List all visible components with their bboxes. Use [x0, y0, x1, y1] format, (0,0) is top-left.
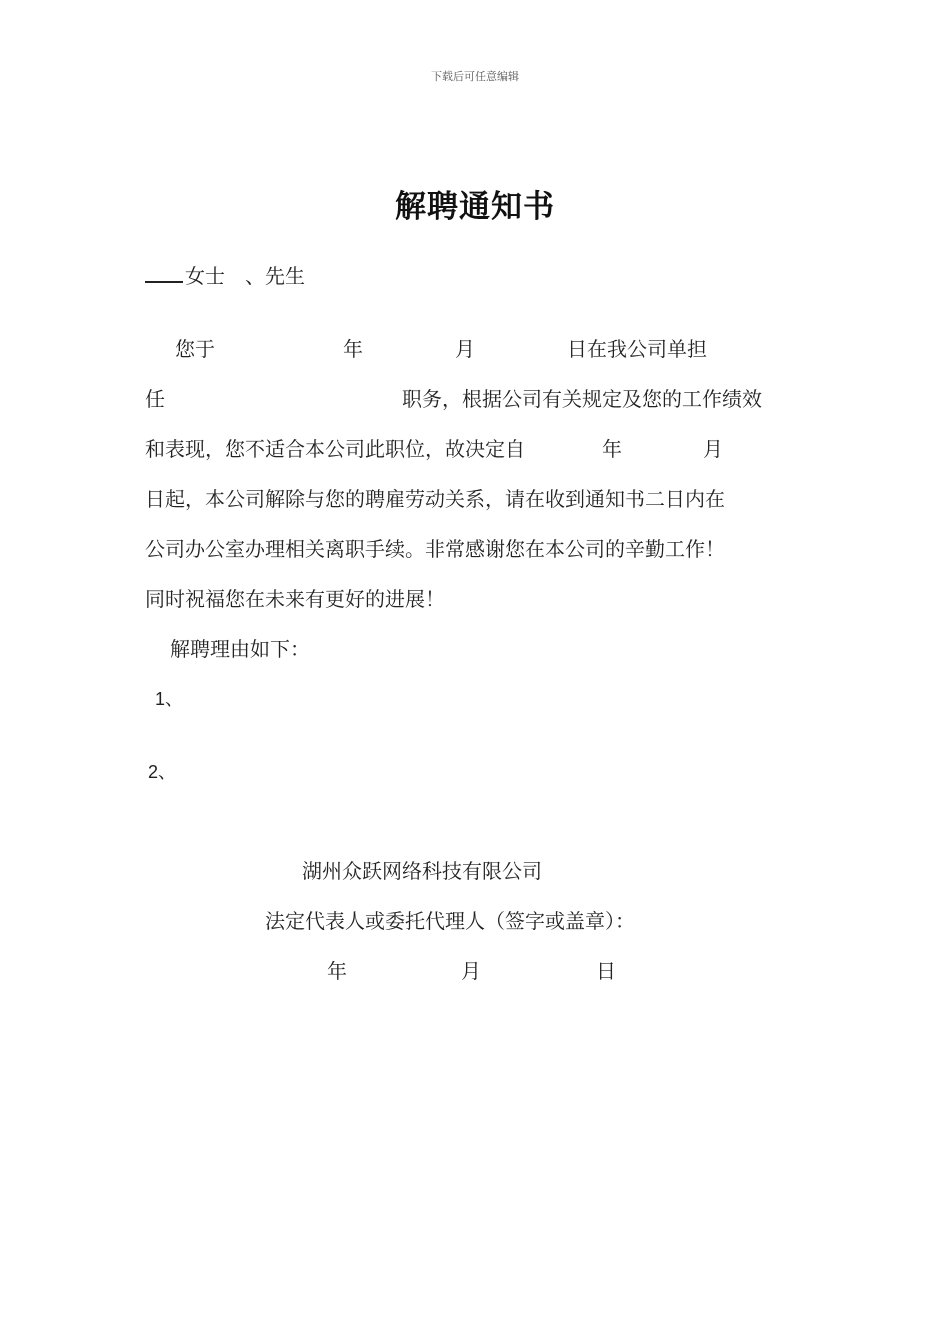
company-name: 湖州众跃网络科技有限公司	[302, 859, 542, 883]
representative-signature: 法定代表人或委托代理人（签字或盖章）：	[265, 909, 635, 933]
para-line1-nian: 年	[343, 337, 363, 361]
para-line1-yue: 月	[455, 337, 475, 361]
para-line3-text: 和表现，您不适合本公司此职位，故决定自	[145, 437, 525, 461]
reason-item-1: 1、	[155, 689, 184, 709]
para-line6: 同时祝福您在未来有更好的进展！	[145, 587, 445, 611]
salutation-ms: 女士	[185, 264, 225, 288]
para-line4: 日起，本公司解除与您的聘雇劳动关系，请在收到通知书二日内在	[145, 487, 725, 511]
para-line3-yue: 月	[703, 437, 723, 461]
document-title: 解聘通知书	[395, 189, 555, 225]
para-line1-rest: 日在我公司单担	[567, 337, 707, 361]
salutation	[145, 259, 305, 291]
header-note: 下载后可任意编辑	[431, 70, 519, 83]
reason-item-2: 2、	[148, 762, 177, 782]
para-line1-nin-yu: 您于	[175, 337, 215, 361]
para-line3-nian: 年	[602, 437, 622, 461]
para-line2-rest: 职务，根据公司有关规定及您的工作绩效	[402, 387, 762, 411]
name-blank	[145, 259, 183, 283]
salutation-mr: 、先生	[245, 264, 305, 288]
reasons-heading: 解聘理由如下：	[170, 637, 310, 661]
date-ri: 日	[596, 959, 616, 983]
date-yue: 月	[461, 959, 481, 983]
date-nian: 年	[327, 959, 347, 983]
para-line5: 公司办公室办理相关离职手续。非常感谢您在本公司的辛勤工作！	[145, 537, 725, 561]
para-line2-ren: 任	[145, 387, 165, 411]
